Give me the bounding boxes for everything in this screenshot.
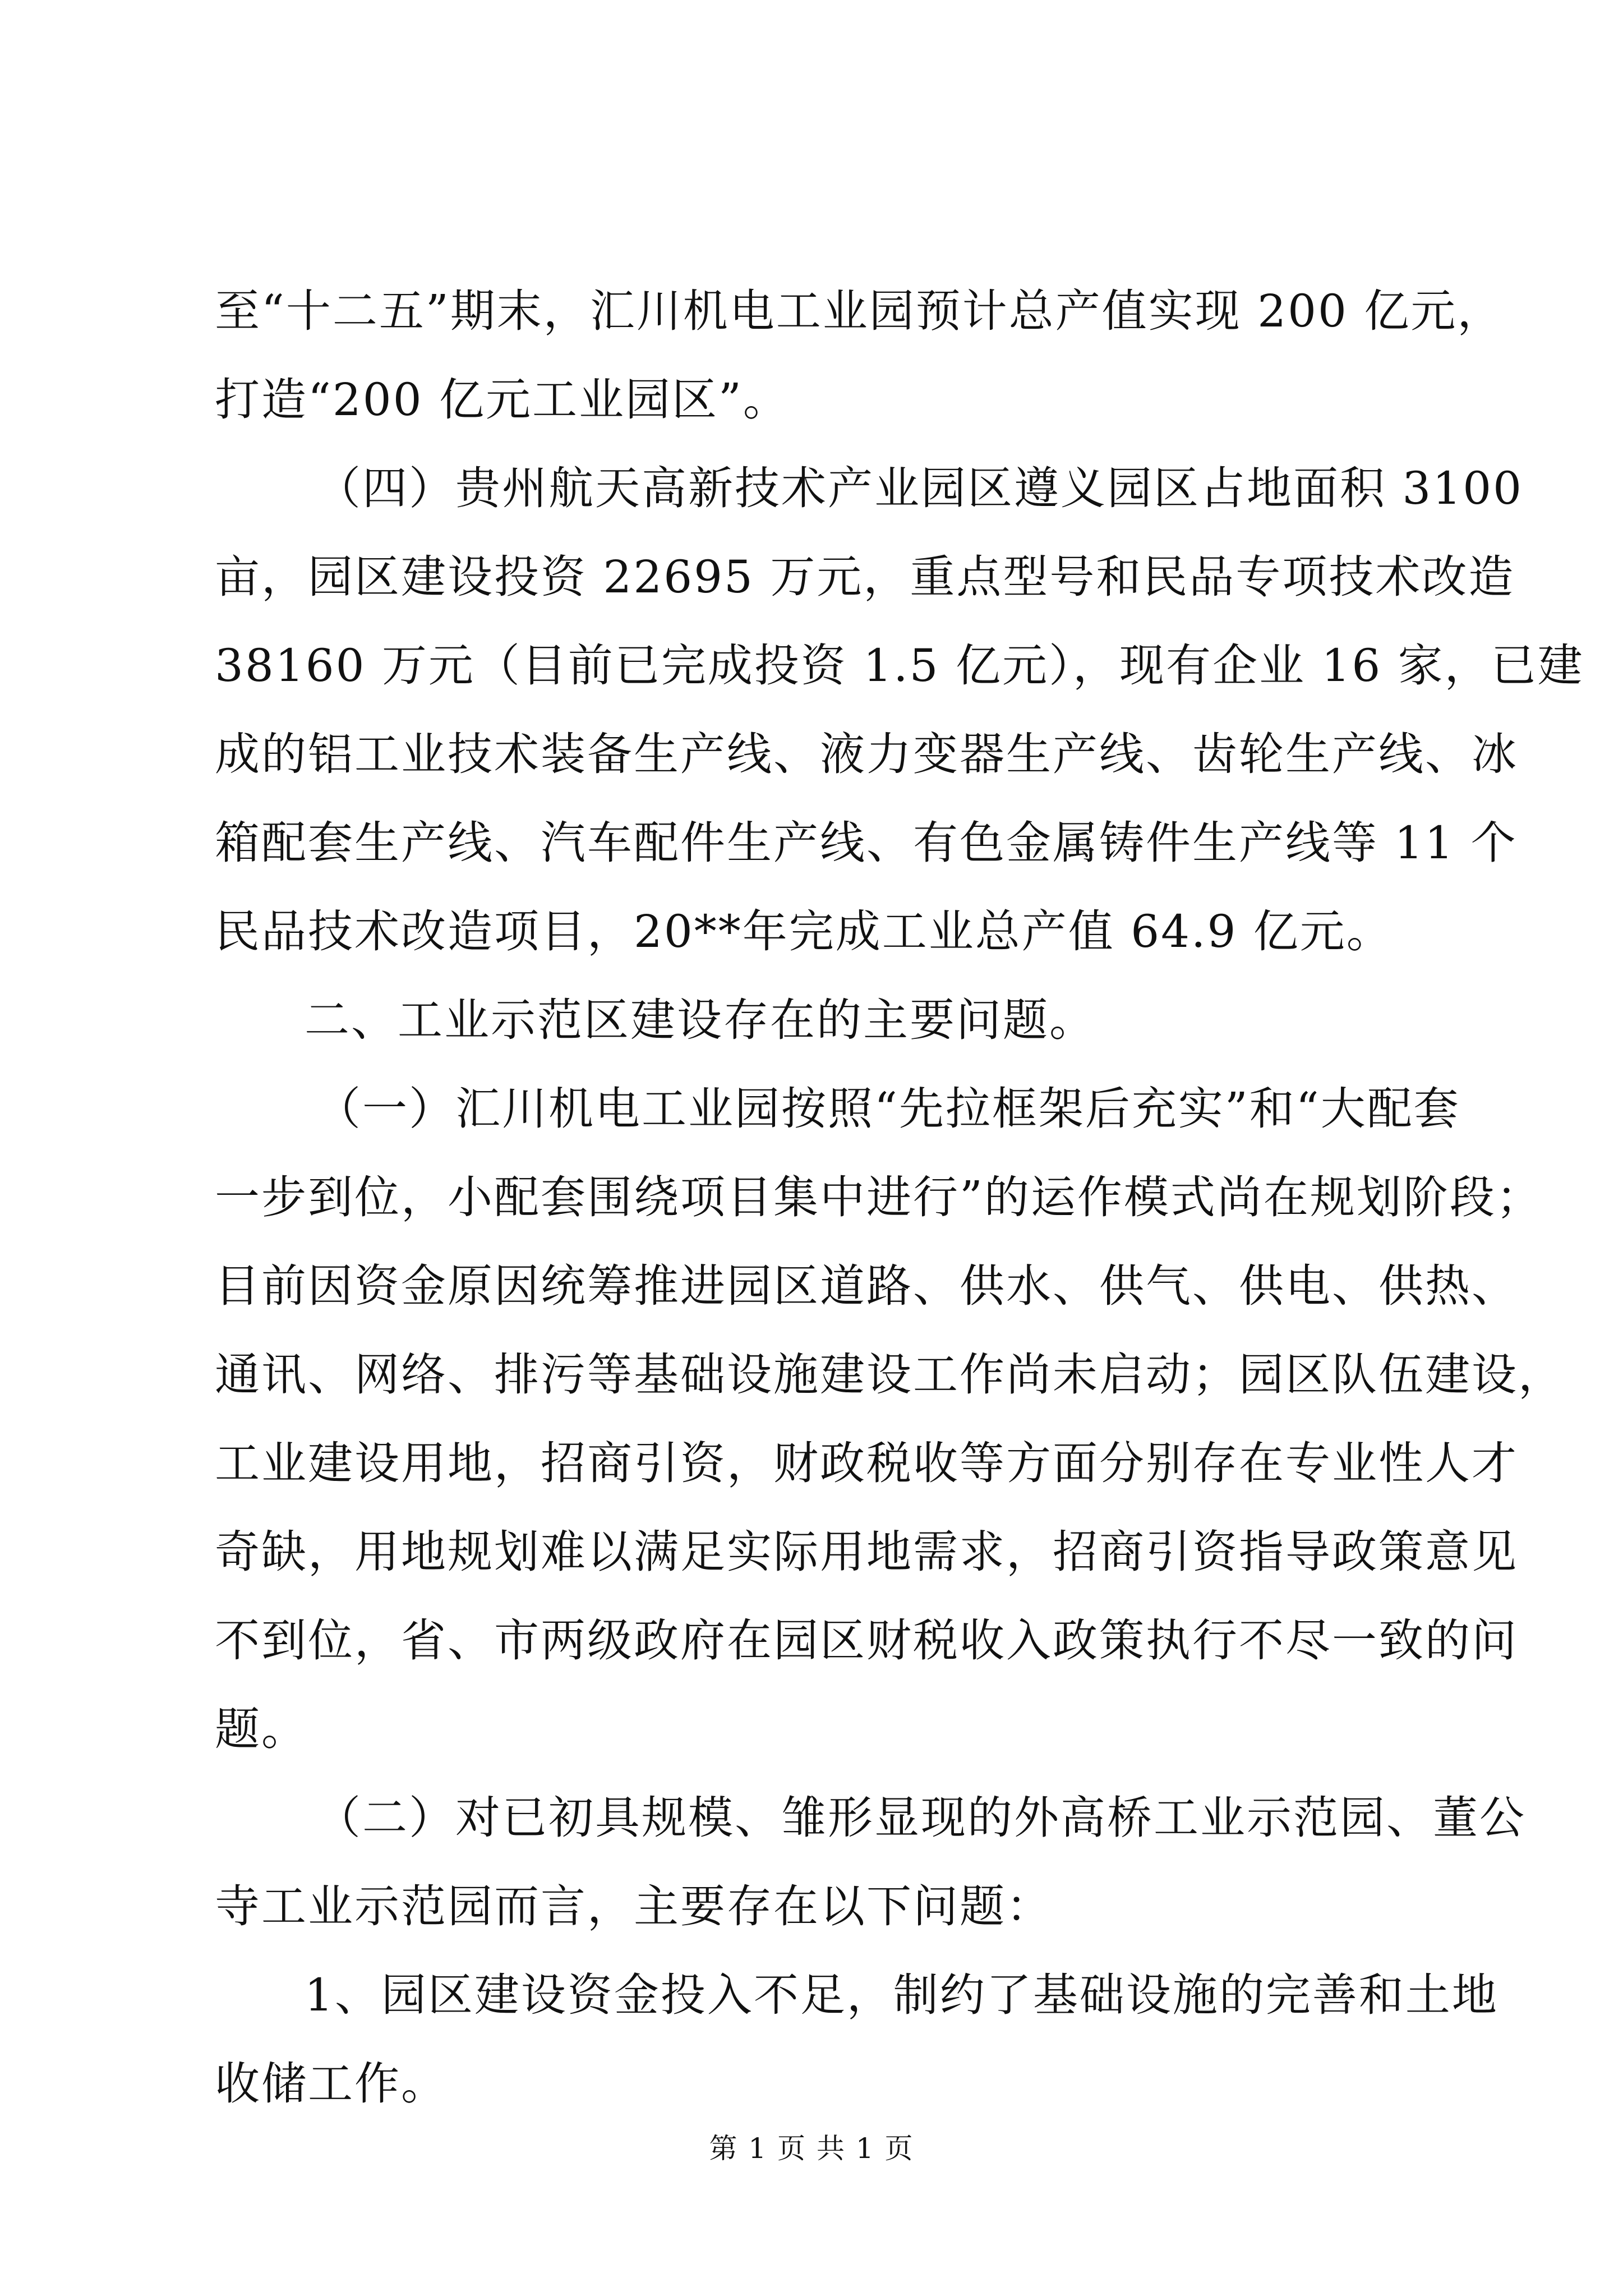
text-line: 奇缺，用地规划难以满足实际用地需求，招商引资指导政策意见 <box>215 1526 1518 1578</box>
text-line: 民品技术改造项目，20**年完成工业总产值 64.9 亿元。 <box>215 905 1393 958</box>
text-line: 目前因资金原因统筹推进园区道路、供水、供气、供电、供热、 <box>215 1260 1518 1312</box>
text-line: 题。 <box>215 1703 308 1755</box>
text-line: （一）汇川机电工业园按照“先拉框架后充实”和“大配套 <box>316 1083 1460 1135</box>
text-line: 不到位，省、市两级政府在园区财税收入政策执行不尽一致的问 <box>215 1614 1518 1667</box>
text-line: 收储工作。 <box>215 2058 448 2110</box>
text-line: 一步到位，小配套围绕项目集中进行”的运作模式尚在规划阶段； <box>215 1171 1543 1223</box>
document-body <box>215 283 1584 2145</box>
text-line: （二）对已初具规模、雏形显现的外高桥工业示范园、董公 <box>316 1792 1526 1844</box>
text-line: 1、园区建设资金投入不足，制约了基础设施的完善和土地 <box>305 1969 1498 2021</box>
text-line: 箱配套生产线、汽车配件生产线、有色金属铸件生产线等 11 个 <box>215 817 1518 869</box>
text-line: 成的铝工业技术装备生产线、液力变器生产线、齿轮生产线、冰 <box>215 728 1518 780</box>
text-line: 至“十二五”期末，汇川机电工业园预计总产值实现 200 亿元， <box>215 285 1504 337</box>
text-line: 寺工业示范园而言，主要存在以下问题： <box>215 1880 1053 1932</box>
section-heading: 二、工业示范区建设存在的主要问题。 <box>305 994 1096 1046</box>
page-footer: 第 1 页 共 1 页 <box>709 2132 914 2165</box>
text-line: （四）贵州航天高新技术产业园区遵义园区占地面积 3100 <box>316 462 1524 514</box>
text-line: 打造“200 亿元工业园区”。 <box>215 374 790 426</box>
text-line: 亩，园区建设投资 22695 万元，重点型号和民品专项技术改造 <box>215 551 1515 603</box>
text-line: 工业建设用地，招商引资，财政税收等方面分别存在专业性人才 <box>215 1437 1518 1489</box>
text-line: 通讯、网络、排污等基础设施建设工作尚未启动；园区队伍建设， <box>215 1349 1565 1401</box>
text-line: 38160 万元（目前已完成投资 1.5 亿元），现有企业 16 家，已建 <box>215 639 1584 692</box>
